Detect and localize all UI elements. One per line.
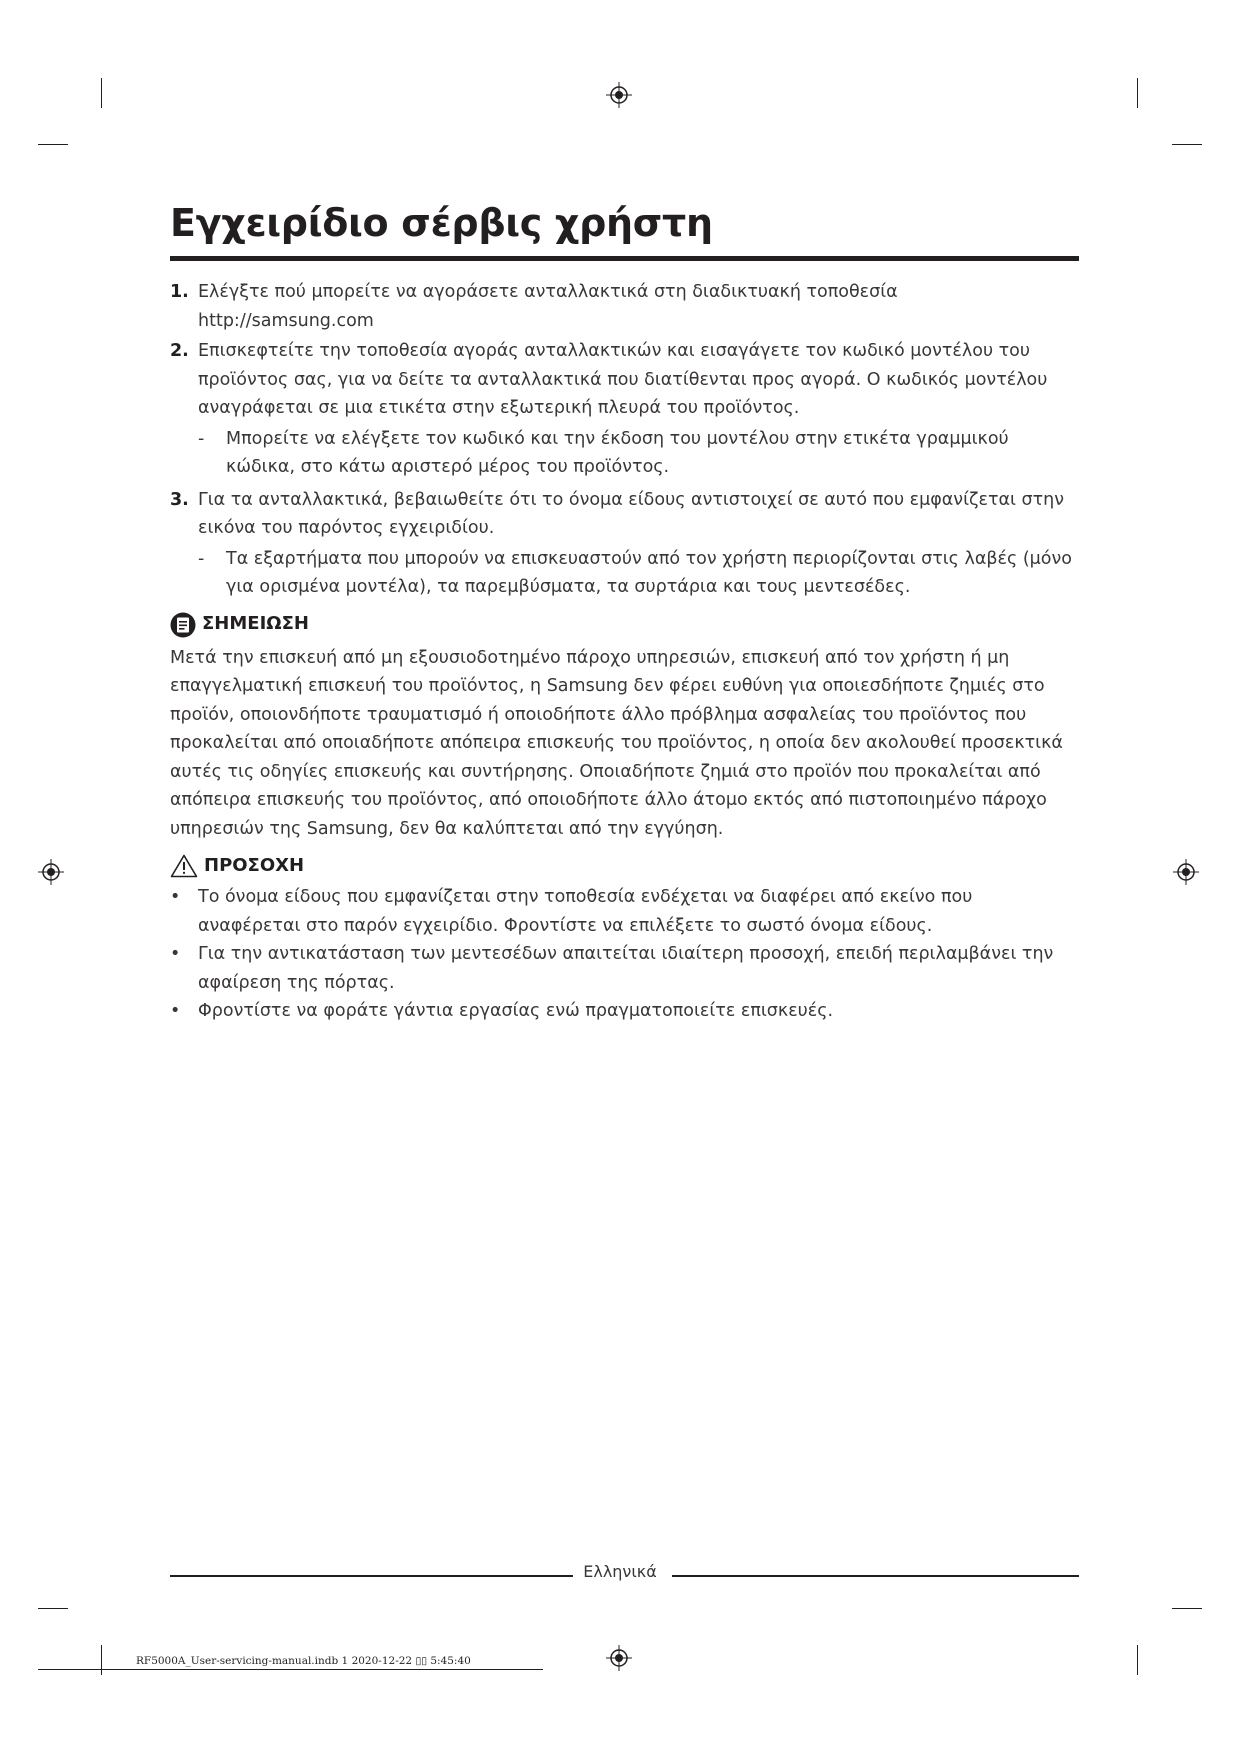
crop-mark	[1172, 144, 1202, 145]
crop-mark	[1172, 1608, 1202, 1609]
bullet-text: Φροντίστε να φοράτε γάντια εργασίας ενώ πραγματοποιείτε επισκευές.	[198, 1001, 834, 1021]
dash-marker: -	[198, 548, 205, 569]
note-text: Μετά την επισκευή από μη εξουσιοδοτημένο πάροχο υπηρεσιών, επισκευή από τον χρήστη ή μη επαγγελματική επισκευή του προϊόντος, η Samsung δεν φέρει ευθύνη για οποιεσδήποτε ζημιές στο προϊόν, οποιονδήποτε τραυματισμό ή οποιοδήποτε άλλο πρόβλημα ασφαλείας του προϊόντος που προκαλείται από οποιαδήποτε απόπειρα επισκευής του προϊόντος, η οποία δεν ακολουθεί προσεκτικά αυτές τις οδηγίες επισκευής και συντήρησης. Οποιαδήποτε ζημιά στο προϊόν που προκαλείται από απόπειρα επισκευής του προϊόντος, από οποιοδήποτε άλλο άτομο εκτός από πιστοποιημένο πάροχο υπηρεσιών της Samsung, δεν θα καλύπτεται από την εγγύηση.	[170, 647, 1063, 839]
crop-mark	[101, 78, 102, 108]
crop-mark	[1137, 1645, 1138, 1675]
note-icon	[170, 612, 196, 638]
footer-rule-left	[170, 1575, 573, 1577]
caution-heading: ΠΡΟΣΟΧΗ	[204, 854, 305, 876]
crop-mark	[1137, 78, 1138, 108]
sub-item	[170, 545, 1079, 602]
dash-marker: -	[198, 428, 205, 449]
sub-text: Μπορείτε να ελέγξετε τον κωδικό και την έκδοση του μοντέλου στην ετικέτα γραμμικού κώδικα, στο κάτω αριστερό μέρος του προϊόντος.	[226, 428, 1009, 477]
step-text: Επισκεφτείτε την τοποθεσία αγοράς ανταλλακτικών και εισαγάγετε τον κωδικό μοντέλου του προϊόντος σας, για να δείτε τα ανταλλακτικά που διατίθενται προς αγορά. Ο κωδικός μοντέλου αναγράφεται σε μια ετικέτα στην εξωτερική πλευρά του προϊόντος.	[198, 341, 1048, 418]
print-slug: RF5000A_User-servicing-manual.indb 1 2020-12-22 ▯▯ 5:45:40	[136, 1655, 471, 1667]
title-underline	[170, 256, 1079, 261]
crop-mark	[38, 144, 68, 145]
registration-mark-icon	[606, 1645, 632, 1671]
warning-icon	[170, 854, 198, 878]
registration-mark-icon	[606, 82, 632, 108]
bullet-text: Για την αντικατάσταση των μεντεσέδων απαιτείται ιδιαίτερη προσοχή, επειδή περιλαμβάνει την αφαίρεση της πόρτας.	[198, 944, 1054, 993]
step-number: 3.	[170, 489, 189, 510]
footer-language: Ελληνικά	[583, 1562, 657, 1581]
registration-mark-icon	[1173, 859, 1199, 885]
note-heading: ΣΗΜΕΙΩΣΗ	[202, 613, 309, 635]
step-item	[170, 486, 1079, 543]
step-text: Για τα ανταλλακτικά, βεβαιωθείτε ότι το όνομα είδους αντιστοιχεί σε αυτό που εμφανίζεται στην εικόνα του παρόντος εγχειριδίου.	[198, 489, 1065, 538]
sub-item	[170, 425, 1079, 482]
step-item	[170, 337, 1079, 423]
sub-text: Τα εξαρτήματα που μπορούν να επισκευαστούν από τον χρήστη περιορίζονται στις λαβές (μόνο για ορισμένα μοντέλα), τα παρεμβύσματα, τα συρτάρια και τους μεντεσέδες.	[226, 548, 1072, 597]
bullet-marker: •	[170, 887, 181, 907]
registration-mark-icon	[38, 859, 64, 885]
bullet-text: Το όνομα είδους που εμφανίζεται στην τοποθεσία ενδέχεται να διαφέρει από εκείνο που αναφέρεται στο παρόν εγχειρίδιο. Φροντίστε να επιλέξετε το σωστό όνομα είδους.	[198, 887, 973, 936]
step-number: 2.	[170, 341, 189, 361]
bullet-marker: •	[170, 1001, 181, 1021]
bullet-marker: •	[170, 944, 181, 964]
step-text: Ελέγξτε πού μπορείτε να αγοράσετε ανταλλακτικά στη διαδικτυακή τοποθεσία http://samsung.com	[198, 282, 898, 331]
caution-bullet	[170, 883, 1079, 940]
caution-heading-row	[170, 851, 1079, 881]
crop-mark	[101, 1645, 102, 1675]
step-item	[170, 278, 1079, 335]
caution-bullet	[170, 997, 1079, 1026]
main-content	[170, 278, 1079, 1026]
caution-bullet	[170, 940, 1079, 997]
note-heading-row	[170, 610, 1079, 640]
step-number: 1.	[170, 282, 189, 302]
footer-rule-right	[672, 1575, 1079, 1577]
page-title: Εγχειρίδιο σέρβις χρήστη	[170, 201, 713, 245]
slug-rule	[38, 1669, 543, 1670]
crop-mark	[38, 1608, 68, 1609]
